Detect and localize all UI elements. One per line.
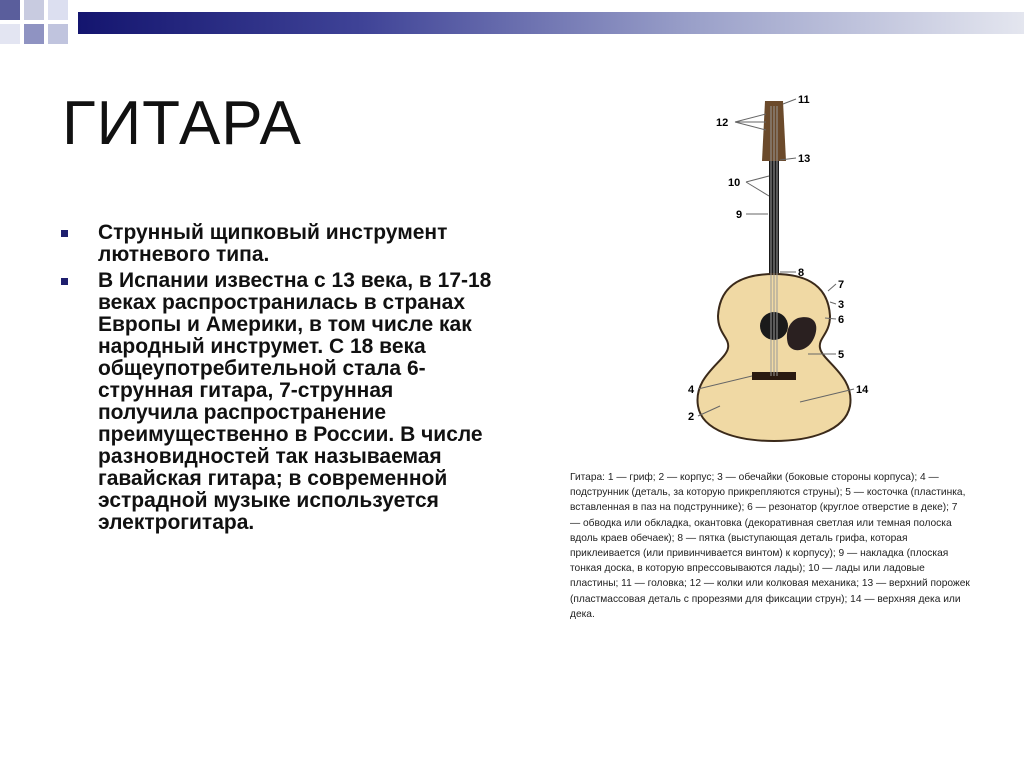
deco-square xyxy=(24,0,44,20)
decorative-squares xyxy=(0,0,90,60)
deco-square xyxy=(0,0,20,20)
top-gradient-bar xyxy=(78,12,1024,34)
bullet-text: В Испании известна с 13 века, в 17-18 веках распространилась в странах Европы и Америки, в том числе как народный инструмет. С 18 века общеупотребительной стала 6-струнная гитара, 7-струнная получила распространение преимущественно в России. В числе разновидностей так называемая гавайская гитара; в современной эстрадной музыке используется электрогитара. xyxy=(98,269,492,534)
callout-13: 13 xyxy=(798,153,811,165)
bullet-square-icon xyxy=(61,278,68,285)
bullet-item xyxy=(58,222,498,266)
deco-square xyxy=(24,24,44,44)
callout-11: 11 xyxy=(798,94,810,106)
callout-10: 10 xyxy=(728,177,741,189)
callout-8: 8 xyxy=(798,267,805,279)
callout-9: 9 xyxy=(736,209,743,221)
callout-7: 7 xyxy=(838,279,845,291)
figure-caption: Гитара: 1 — гриф; 2 — корпус; 3 — обечайки (боковые стороны корпуса); 4 — подструнник (деталь, за которую прикрепляются струны); 5 — косточка (пластинка, вставленная в паз на подструннике); 6 — резонатор (круглое отверстие в деке); 7 — обводка или обкладка, окантовка (декоративная светлая или темная полоска вдоль краев обечаек); 8 — пятка (выступающая деталь грифа, которая приклеивается (или привинчивается винтом) к корпусу); 9 — накладка (плоская тонкая доска, в которую впрессовываются лады); 10 — лады или ладовые пластины; 11 — головка; 12 — колки или колковая механика; 13 — верхний порожек (пластмассовая деталь с прорезями для фиксации струн); 14 — верхняя дека или дека. xyxy=(570,472,970,620)
deco-square xyxy=(0,24,20,44)
callout-14: 14 xyxy=(856,384,869,396)
bullet-text: Струнный щипковый инструмент лютневого типа. xyxy=(98,221,448,266)
bullet-item xyxy=(58,270,498,534)
bullet-list xyxy=(58,222,498,538)
guitar-illustration xyxy=(680,86,880,456)
bullet-square-icon xyxy=(61,230,68,237)
callout-2: 2 xyxy=(688,411,695,423)
callout-6: 6 xyxy=(838,314,845,326)
guitar-diagram xyxy=(680,86,880,456)
slide-title: ГИТАРА xyxy=(62,89,302,158)
deco-square xyxy=(48,0,68,20)
callout-5: 5 xyxy=(838,349,845,361)
callout-4: 4 xyxy=(688,384,695,396)
callout-3: 3 xyxy=(838,299,845,311)
callout-12: 12 xyxy=(716,117,729,129)
deco-square xyxy=(48,24,68,44)
